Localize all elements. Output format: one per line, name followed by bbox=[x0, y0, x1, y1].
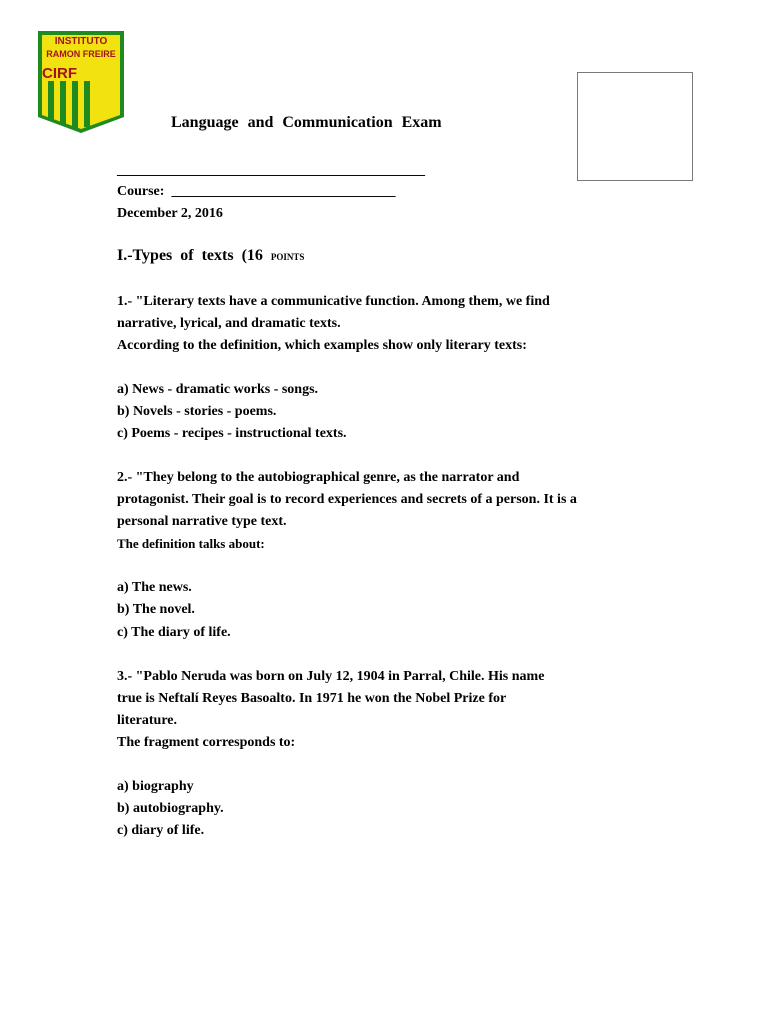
question-1-line-3: According to the definition, which examples show only literary texts: bbox=[117, 338, 527, 353]
exam-date: December 2, 2016 bbox=[117, 206, 223, 221]
section-heading-text: I.-Types of texts (16 bbox=[117, 247, 263, 264]
question-3-line-1: 3.- "Pablo Neruda was born on July 12, 1904 in Parral, Chile. His name bbox=[117, 669, 545, 684]
question-2-option-a: a) The news. bbox=[117, 580, 192, 595]
question-1-line-2: narrative, lyrical, and dramatic texts. bbox=[117, 316, 341, 331]
section-heading-points: points bbox=[270, 248, 305, 263]
course-blank: ________________________________ bbox=[171, 184, 396, 199]
question-2-line-2: protagonist. Their goal is to record experiences and secrets of a person. It is a bbox=[117, 492, 577, 507]
question-1-option-a: a) News - dramatic works - songs. bbox=[117, 382, 319, 397]
question-2-line-1: 2.- "They belong to the autobiographical genre, as the narrator and bbox=[117, 470, 520, 485]
question-3-option-c: c) diary of life. bbox=[117, 823, 205, 838]
question-2-option-c: c) The diary of life. bbox=[117, 625, 231, 640]
photo-box bbox=[577, 72, 693, 181]
question-3-line-4: The fragment corresponds to: bbox=[117, 735, 296, 750]
question-2-option-b: b) The novel. bbox=[117, 602, 195, 617]
question-1-option-c: c) Poems - recipes - instructional texts. bbox=[117, 426, 347, 441]
question-1-line-1: 1.- "Literary texts have a communicative function. Among them, we find bbox=[117, 294, 550, 309]
question-3-line-3: literature. bbox=[117, 713, 177, 728]
section-heading bbox=[117, 247, 304, 265]
student-name-blank: ____________________________________________ bbox=[117, 163, 425, 178]
school-logo bbox=[36, 29, 126, 135]
question-3-option-a: a) biography bbox=[117, 779, 194, 794]
question-2-line-4: The definition talks about: bbox=[117, 536, 265, 551]
question-3-option-b: b) autobiography. bbox=[117, 801, 224, 816]
exam-title: Language and Communication Exam bbox=[171, 114, 442, 131]
logo-line-ramon-freire: RAMON FREIRE bbox=[46, 49, 116, 59]
question-1-option-b: b) Novels - stories - poems. bbox=[117, 404, 277, 419]
question-3-line-2: true is Neftalí Reyes Basoalto. In 1971 he won the Nobel Prize for bbox=[117, 691, 507, 706]
logo-line-instituto: INSTITUTO bbox=[54, 36, 108, 47]
course-label: Course: bbox=[117, 184, 165, 199]
course-line bbox=[117, 183, 395, 201]
question-2-line-3: personal narrative type text. bbox=[117, 514, 287, 529]
logo-line-cirf: CIRF bbox=[42, 65, 77, 82]
